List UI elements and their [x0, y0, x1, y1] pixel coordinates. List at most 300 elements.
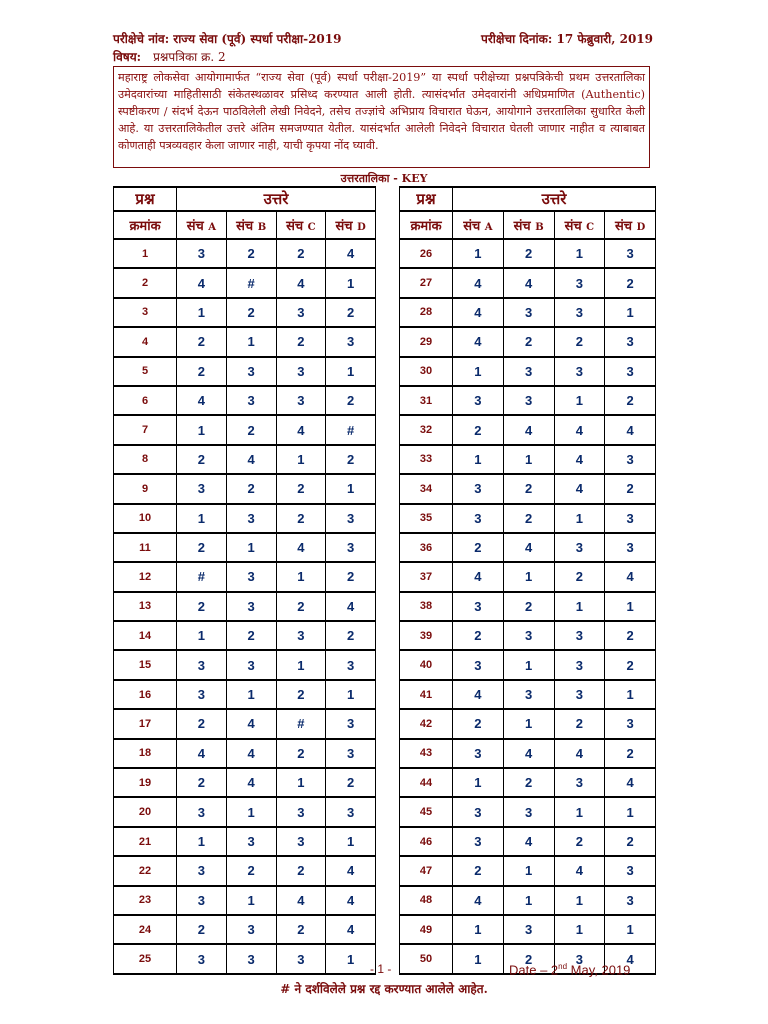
answer-cell: 4	[326, 592, 376, 621]
answer-cell: 1	[326, 357, 376, 386]
answer-cell: 1	[554, 239, 605, 268]
answer-cell: 3	[503, 357, 554, 386]
answer-cell: 1	[226, 680, 276, 709]
table-row	[114, 445, 376, 474]
table-row	[114, 415, 376, 444]
question-number: 2	[114, 268, 177, 297]
table-row	[114, 592, 376, 621]
answer-cell: 3	[177, 474, 227, 503]
answer-cell: 1	[503, 650, 554, 679]
answer-cell: 1	[453, 944, 504, 973]
set-header: संच C	[554, 211, 605, 239]
answer-cell: 2	[605, 474, 656, 503]
answer-cell: 4	[554, 415, 605, 444]
answer-cell: 3	[177, 650, 227, 679]
question-number: 29	[400, 327, 453, 356]
question-number: 16	[114, 680, 177, 709]
answer-cell: 1	[503, 856, 554, 885]
answer-cell: 2	[326, 621, 376, 650]
question-number: 47	[400, 856, 453, 885]
table-row	[400, 680, 656, 709]
revision-date: Date – 2nd May, 2019	[509, 962, 631, 978]
answer-cell: 1	[453, 239, 504, 268]
answer-cell: 4	[554, 445, 605, 474]
answer-cell: 3	[605, 709, 656, 738]
table-row	[400, 856, 656, 885]
answer-cell: 2	[177, 768, 227, 797]
answer-cell: 3	[503, 797, 554, 826]
answer-cell: 2	[276, 680, 326, 709]
answer-cell: 3	[605, 327, 656, 356]
answer-cell: 4	[453, 298, 504, 327]
answer-cell: 1	[554, 915, 605, 944]
answer-cell: 2	[605, 621, 656, 650]
answer-cell: 3	[226, 650, 276, 679]
question-number: 6	[114, 386, 177, 415]
answer-cell: 2	[503, 944, 554, 973]
answer-cell: 3	[554, 768, 605, 797]
answer-cell: 4	[226, 739, 276, 768]
question-number: 45	[400, 797, 453, 826]
answer-cell: 2	[276, 474, 326, 503]
answer-cell: 2	[276, 856, 326, 885]
answer-cell: 3	[554, 298, 605, 327]
question-number: 37	[400, 562, 453, 591]
question-number: 11	[114, 533, 177, 562]
answer-cell: 3	[503, 915, 554, 944]
question-number: 9	[114, 474, 177, 503]
answer-cell: 3	[453, 739, 504, 768]
question-number: 32	[400, 415, 453, 444]
table-row	[400, 915, 656, 944]
answer-cell: 3	[276, 298, 326, 327]
answer-cell: 3	[276, 386, 326, 415]
question-number: 42	[400, 709, 453, 738]
answer-cell: 1	[554, 886, 605, 915]
answer-cell: 2	[177, 445, 227, 474]
table-row	[400, 709, 656, 738]
exam-date: : 17 फेब्रुवारी, 2019	[547, 32, 653, 46]
answer-cell: 1	[503, 562, 554, 591]
answer-cell: 2	[177, 592, 227, 621]
answer-cell: 3	[605, 533, 656, 562]
answer-cell: 3	[226, 504, 276, 533]
table-row	[400, 650, 656, 679]
question-number: 26	[400, 239, 453, 268]
question-number: 5	[114, 357, 177, 386]
revision-notice: महाराष्ट्र लोकसेवा आयोगामार्फत “राज्य सेवा (पूर्व) स्पर्धा परीक्षा-2019” या स्पर्धा परीक्षेच्या प्रश्नपत्रिकेची प्रथम उत्तरतालिका उमेदवारांच्या माहितीसाठी संकेतस्थळावर प्रसिध्द करण्यात आली होती. त्यासंदर्भात उमेदवारांनी अधिप्रमाणित (Authentic) स्पष्टीकरण / संदर्भ देऊन पाठविलेली लेखी निवेदने, तसेच तज्ज्ञांचे अभिप्राय विचारात घेऊन, आयोगाने उत्तरतालिका सुधारित केली आहे. या उत्तरतालिकेतील उत्तरे अंतिम समजण्यात येतील. यासंदर्भात आलेली निवेदने विचारात घेतली जाणार नाहीत व त्याबाबत कोणताही पत्रव्यवहार केला जाणार नाही, याची कृपया नोंद घ्यावी.	[113, 66, 650, 168]
answer-cell: 3	[503, 298, 554, 327]
question-number: 30	[400, 357, 453, 386]
table-row	[114, 239, 376, 268]
answer-cell: 1	[554, 386, 605, 415]
table-row	[400, 739, 656, 768]
answer-cell: 2	[276, 592, 326, 621]
answer-cell: 2	[453, 533, 504, 562]
table-row	[400, 327, 656, 356]
answer-cell: 1	[605, 298, 656, 327]
answer-cell: 3	[326, 533, 376, 562]
answer-cell: 2	[503, 474, 554, 503]
question-header: प्रश्न	[400, 187, 453, 211]
answer-cell: 4	[177, 386, 227, 415]
answer-cell: 3	[554, 680, 605, 709]
table-row	[400, 239, 656, 268]
answer-cell: 2	[503, 327, 554, 356]
answer-cell: 4	[453, 886, 504, 915]
answer-cell: 2	[554, 562, 605, 591]
answer-cell: 2	[226, 298, 276, 327]
set-header: संच A	[453, 211, 504, 239]
question-number: 28	[400, 298, 453, 327]
answer-cell: 3	[226, 562, 276, 591]
table-row	[114, 680, 376, 709]
answer-cell: 1	[276, 768, 326, 797]
answer-cell: #	[226, 268, 276, 297]
answer-cell: 3	[276, 621, 326, 650]
exam-name-label: परीक्षेचे नांव	[113, 32, 165, 46]
answer-cell: 2	[554, 827, 605, 856]
question-number: 4	[114, 327, 177, 356]
answer-cell: 2	[276, 915, 326, 944]
answer-cell: 1	[326, 680, 376, 709]
answer-cell: 3	[554, 533, 605, 562]
answer-cell: 1	[453, 915, 504, 944]
question-header: प्रश्न	[114, 187, 177, 211]
answer-cell: 3	[453, 827, 504, 856]
table-row	[400, 562, 656, 591]
table-row	[114, 650, 376, 679]
answer-cell: 2	[605, 739, 656, 768]
answer-cell: 3	[453, 386, 504, 415]
answer-cell: 2	[605, 386, 656, 415]
answer-cell: 3	[226, 827, 276, 856]
answer-cell: 3	[453, 592, 504, 621]
answer-cell: 4	[554, 474, 605, 503]
answer-cell: 2	[226, 621, 276, 650]
question-number: 7	[114, 415, 177, 444]
answer-cell: 1	[177, 298, 227, 327]
answer-cell: 2	[226, 239, 276, 268]
table-row	[400, 357, 656, 386]
table-row	[400, 474, 656, 503]
answer-cell: 4	[326, 856, 376, 885]
answer-cell: 1	[554, 797, 605, 826]
answer-cell: 3	[276, 944, 326, 973]
subject-label: विषय:	[113, 50, 142, 64]
answer-cell: 2	[554, 327, 605, 356]
table-row	[114, 474, 376, 503]
answer-cell: 3	[177, 680, 227, 709]
question-number: 40	[400, 650, 453, 679]
answer-cell: 1	[276, 562, 326, 591]
table-row	[400, 592, 656, 621]
answer-cell: 2	[177, 709, 227, 738]
answer-cell: 2	[276, 739, 326, 768]
answer-cell: 1	[554, 504, 605, 533]
question-number: 18	[114, 739, 177, 768]
answer-cell: 3	[226, 357, 276, 386]
answer-cell: 3	[554, 650, 605, 679]
answer-cell: 1	[226, 886, 276, 915]
answer-cell: 2	[177, 915, 227, 944]
answer-cell: 2	[326, 386, 376, 415]
question-number: 43	[400, 739, 453, 768]
table-row	[114, 886, 376, 915]
answer-cell: 3	[605, 856, 656, 885]
answer-cell: 2	[226, 415, 276, 444]
table-row	[114, 739, 376, 768]
table-row	[114, 357, 376, 386]
table-row	[114, 768, 376, 797]
answer-cell: 4	[453, 268, 504, 297]
set-header: संच D	[605, 211, 656, 239]
table-row	[114, 504, 376, 533]
table-row	[114, 327, 376, 356]
answer-cell: 3	[226, 915, 276, 944]
table-row	[400, 386, 656, 415]
answer-cell: 2	[554, 709, 605, 738]
answer-cell: 3	[226, 944, 276, 973]
serial-header: क्रमांक	[114, 211, 177, 239]
question-number: 13	[114, 592, 177, 621]
answer-cell: 4	[326, 886, 376, 915]
question-number: 44	[400, 768, 453, 797]
answer-cell: 2	[453, 709, 504, 738]
answer-cell: 4	[453, 680, 504, 709]
question-number: 24	[114, 915, 177, 944]
answer-cell: 4	[326, 915, 376, 944]
set-header: संच B	[503, 211, 554, 239]
question-number: 20	[114, 797, 177, 826]
answer-cell: 3	[326, 327, 376, 356]
question-number: 8	[114, 445, 177, 474]
table-row	[114, 562, 376, 591]
question-number: 14	[114, 621, 177, 650]
answers-header: उत्तरे	[177, 187, 376, 211]
answer-cell: 4	[503, 533, 554, 562]
answer-table-left	[113, 186, 376, 975]
answer-cell: 2	[503, 768, 554, 797]
answer-cell: 3	[605, 886, 656, 915]
exam-header	[113, 30, 653, 66]
table-row	[114, 533, 376, 562]
answer-cell: 2	[453, 856, 504, 885]
answer-cell: 2	[177, 533, 227, 562]
answer-cell: 2	[276, 327, 326, 356]
set-header: संच B	[226, 211, 276, 239]
answer-cell: 3	[503, 386, 554, 415]
answer-cell: 1	[177, 504, 227, 533]
answer-cell: 4	[276, 886, 326, 915]
question-number: 36	[400, 533, 453, 562]
answer-cell: #	[276, 709, 326, 738]
answer-cell: 4	[276, 533, 326, 562]
answer-cell: 3	[177, 239, 227, 268]
answer-cell: 3	[453, 504, 504, 533]
set-header: संच A	[177, 211, 227, 239]
answer-cell: 1	[605, 592, 656, 621]
answer-cell: 4	[503, 739, 554, 768]
answer-cell: 1	[605, 680, 656, 709]
answer-cell: 1	[326, 474, 376, 503]
answer-cell: 3	[605, 357, 656, 386]
answer-cell: 3	[276, 827, 326, 856]
question-number: 49	[400, 915, 453, 944]
answer-cell: 1	[554, 592, 605, 621]
question-number: 3	[114, 298, 177, 327]
answer-cell: 2	[605, 827, 656, 856]
table-row	[114, 797, 376, 826]
table-row	[400, 415, 656, 444]
answer-cell: 2	[326, 768, 376, 797]
answer-cell: 3	[276, 797, 326, 826]
answer-cell: 1	[177, 621, 227, 650]
answer-cell: 3	[605, 239, 656, 268]
answer-cell: 3	[453, 650, 504, 679]
question-number: 39	[400, 621, 453, 650]
answer-cell: 4	[177, 739, 227, 768]
answer-cell: 3	[177, 944, 227, 973]
answer-cell: 4	[554, 739, 605, 768]
answer-cell: 4	[503, 415, 554, 444]
answer-cell: 2	[453, 415, 504, 444]
table-row	[114, 827, 376, 856]
answer-cell: 4	[503, 827, 554, 856]
answer-cell: 4	[276, 415, 326, 444]
answer-cell: 1	[503, 886, 554, 915]
exam-name-line	[113, 30, 341, 48]
answer-cell: 2	[503, 592, 554, 621]
answer-cell: 3	[177, 797, 227, 826]
question-number: 12	[114, 562, 177, 591]
answer-cell: 3	[605, 504, 656, 533]
answer-cell: 3	[503, 621, 554, 650]
answers-header: उत्तरे	[453, 187, 656, 211]
question-number: 21	[114, 827, 177, 856]
answer-cell: 1	[226, 533, 276, 562]
answer-cell: 3	[177, 886, 227, 915]
answer-cell: 3	[453, 797, 504, 826]
question-number: 35	[400, 504, 453, 533]
answer-cell: 1	[326, 268, 376, 297]
answer-cell: 1	[503, 709, 554, 738]
question-number: 25	[114, 944, 177, 973]
table-row	[400, 445, 656, 474]
table-row	[114, 621, 376, 650]
question-number: 17	[114, 709, 177, 738]
answer-cell: 2	[605, 650, 656, 679]
answer-cell: 4	[605, 944, 656, 973]
answer-cell: 2	[276, 504, 326, 533]
answer-cell: 2	[605, 268, 656, 297]
answer-cell: 3	[326, 650, 376, 679]
question-number: 50	[400, 944, 453, 973]
answer-cell: 2	[226, 856, 276, 885]
answer-cell: 2	[503, 239, 554, 268]
answer-cell: 3	[276, 357, 326, 386]
set-header: संच D	[326, 211, 376, 239]
answer-cell: 1	[226, 327, 276, 356]
answer-cell: 2	[326, 298, 376, 327]
answer-cell: #	[326, 415, 376, 444]
answer-cell: 1	[326, 827, 376, 856]
answer-cell: 3	[554, 268, 605, 297]
exam-date-label: परीक्षेचा दिनांक	[481, 32, 548, 46]
answer-cell: 4	[605, 415, 656, 444]
page-number: - 1 -	[370, 962, 392, 976]
answer-cell: 2	[226, 474, 276, 503]
answer-cell: 3	[503, 680, 554, 709]
table-row	[400, 621, 656, 650]
cancelled-questions-note: # ने दर्शविलेले प्रश्न रद्द करण्यात आलेले आहेत.	[280, 982, 488, 996]
answer-cell: 4	[453, 327, 504, 356]
answer-cell: 4	[554, 856, 605, 885]
answer-cell: 3	[554, 357, 605, 386]
answer-cell: 1	[453, 445, 504, 474]
answer-cell: 3	[326, 709, 376, 738]
answer-key-title: उत्तरतालिका - KEY	[340, 172, 428, 185]
question-number: 46	[400, 827, 453, 856]
question-number: 34	[400, 474, 453, 503]
table-row	[400, 533, 656, 562]
answer-cell: 1	[326, 944, 376, 973]
answer-cell: 4	[605, 562, 656, 591]
question-number: 22	[114, 856, 177, 885]
answer-cell: 1	[226, 797, 276, 826]
answer-cell: 1	[453, 357, 504, 386]
table-row	[400, 797, 656, 826]
answer-cell: 3	[226, 592, 276, 621]
table-row	[114, 709, 376, 738]
question-number: 38	[400, 592, 453, 621]
answer-cell: 2	[276, 239, 326, 268]
answer-cell: 3	[453, 474, 504, 503]
question-number: 31	[400, 386, 453, 415]
question-number: 41	[400, 680, 453, 709]
answer-cell: 3	[326, 739, 376, 768]
table-row	[114, 856, 376, 885]
exam-name: : राज्य सेवा (पूर्व) स्पर्धा परीक्षा-2019	[164, 32, 342, 46]
answer-cell: 4	[177, 268, 227, 297]
answer-cell: 3	[177, 856, 227, 885]
question-number: 1	[114, 239, 177, 268]
answer-cell: 1	[503, 445, 554, 474]
table-row	[114, 268, 376, 297]
table-row	[400, 768, 656, 797]
answer-cell: 3	[326, 797, 376, 826]
question-number: 48	[400, 886, 453, 915]
table-row	[114, 915, 376, 944]
answer-cell: 3	[326, 504, 376, 533]
answer-cell: 4	[453, 562, 504, 591]
table-row	[114, 386, 376, 415]
answer-cell: 1	[605, 797, 656, 826]
answer-cell: 1	[276, 445, 326, 474]
answer-cell: 1	[276, 650, 326, 679]
question-number: 23	[114, 886, 177, 915]
answer-cell: 4	[605, 768, 656, 797]
answer-cell: 2	[326, 562, 376, 591]
answer-cell: 4	[226, 768, 276, 797]
answer-cell: 3	[554, 944, 605, 973]
table-row	[400, 504, 656, 533]
answer-table-right	[399, 186, 656, 978]
table-row	[400, 886, 656, 915]
answer-cell: 4	[226, 445, 276, 474]
answer-cell: 2	[503, 504, 554, 533]
table-row	[114, 298, 376, 327]
